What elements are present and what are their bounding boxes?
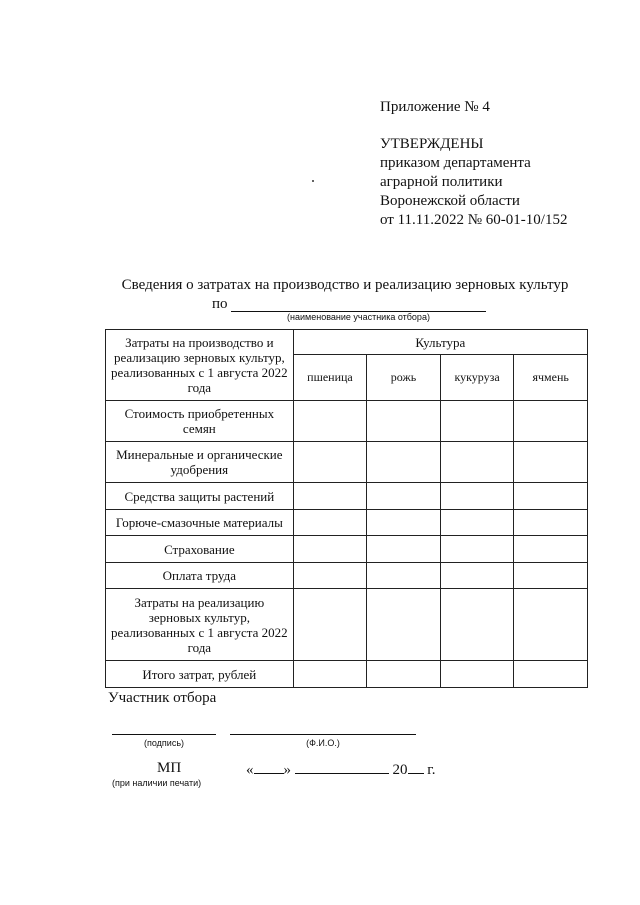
table-header-row (106, 330, 588, 355)
date-line (246, 760, 435, 779)
costs-table (105, 329, 588, 688)
year-suffix: г. (427, 762, 436, 778)
signature-caption: (подпись) (143, 738, 185, 748)
table-row (106, 536, 588, 563)
seal-label: МП (157, 760, 182, 776)
table-cell[interactable] (367, 661, 441, 688)
table-cell[interactable] (293, 563, 367, 589)
table-cell[interactable] (367, 563, 441, 589)
table-row (106, 589, 588, 661)
crop-group-header: Культура (293, 330, 587, 355)
seal-caption: (при наличии печати) (112, 778, 202, 788)
row-label: Оплата труда (106, 563, 294, 589)
table-cell[interactable] (440, 563, 514, 589)
participant-label: Участник отбора (108, 690, 217, 706)
table-cell[interactable] (367, 401, 441, 442)
row-label: Итого затрат, рублей (106, 661, 294, 688)
participant-prefix: по (212, 296, 228, 312)
crop-header-barley: ячмень (514, 355, 588, 401)
costs-column-header: Затраты на производство и реализацию зерновых культур, реализованных с 1 августа 2022 года (106, 330, 294, 401)
table-cell[interactable] (293, 510, 367, 536)
full-name-caption: (Ф.И.О.) (306, 738, 340, 748)
row-label: Затраты на реализацию зерновых культур, реализованных с 1 августа 2022 года (106, 589, 294, 661)
table-cell[interactable] (514, 442, 588, 483)
table-cell[interactable] (367, 536, 441, 563)
table-cell[interactable] (440, 401, 514, 442)
table-cell[interactable] (293, 589, 367, 661)
signature-field[interactable] (112, 734, 216, 735)
table-row (106, 483, 588, 510)
crop-header-rye: рожь (367, 355, 441, 401)
table-row (106, 442, 588, 483)
table-cell[interactable] (440, 661, 514, 688)
day-field[interactable] (254, 760, 284, 774)
row-label: Страхование (106, 536, 294, 563)
table-cell[interactable] (440, 483, 514, 510)
table-row (106, 563, 588, 589)
approved-line-2: аграрной политики (380, 174, 503, 190)
crop-header-corn: кукуруза (440, 355, 514, 401)
approved-line-1: приказом департамента (380, 155, 531, 171)
quote-open: « (246, 762, 254, 778)
table-cell[interactable] (440, 536, 514, 563)
row-label: Средства защиты растений (106, 483, 294, 510)
table-cell[interactable] (367, 483, 441, 510)
approved-heading: УТВЕРЖДЕНЫ (380, 136, 484, 152)
table-cell[interactable] (367, 510, 441, 536)
table-cell[interactable] (440, 589, 514, 661)
year-field[interactable] (408, 760, 424, 774)
approved-line-3: Воронежской области (380, 193, 520, 209)
row-label: Минеральные и органические удобрения (106, 442, 294, 483)
month-field[interactable] (295, 760, 389, 774)
table-cell[interactable] (440, 510, 514, 536)
table-row (106, 510, 588, 536)
table-row (106, 401, 588, 442)
stray-dot (312, 180, 314, 182)
table-cell[interactable] (514, 661, 588, 688)
approved-line-4: от 11.11.2022 № 60-01-10/152 (380, 212, 568, 228)
row-label: Стоимость приобретенных семян (106, 401, 294, 442)
year-prefix: 20 (392, 762, 408, 778)
full-name-field[interactable] (230, 734, 416, 735)
table-cell[interactable] (293, 442, 367, 483)
table-cell[interactable] (514, 483, 588, 510)
quote-close: » (283, 762, 291, 778)
table-row-total (106, 661, 588, 688)
table-cell[interactable] (514, 563, 588, 589)
appendix-number: Приложение № 4 (380, 99, 490, 115)
table-cell[interactable] (514, 536, 588, 563)
table-cell[interactable] (367, 442, 441, 483)
approval-block (380, 98, 567, 230)
crop-header-wheat: пшеница (293, 355, 367, 401)
table-cell[interactable] (514, 510, 588, 536)
table-cell[interactable] (367, 589, 441, 661)
participant-name-caption: (наименование участника отбора) (287, 312, 430, 322)
row-label: Горюче-смазочные материалы (106, 510, 294, 536)
table-cell[interactable] (293, 401, 367, 442)
table-cell[interactable] (514, 589, 588, 661)
table-cell[interactable] (293, 483, 367, 510)
table-cell[interactable] (293, 536, 367, 563)
table-cell[interactable] (440, 442, 514, 483)
table-cell[interactable] (293, 661, 367, 688)
table-cell[interactable] (514, 401, 588, 442)
document-title: Сведения о затратах на производство и реализацию зерновых культур (121, 277, 569, 293)
